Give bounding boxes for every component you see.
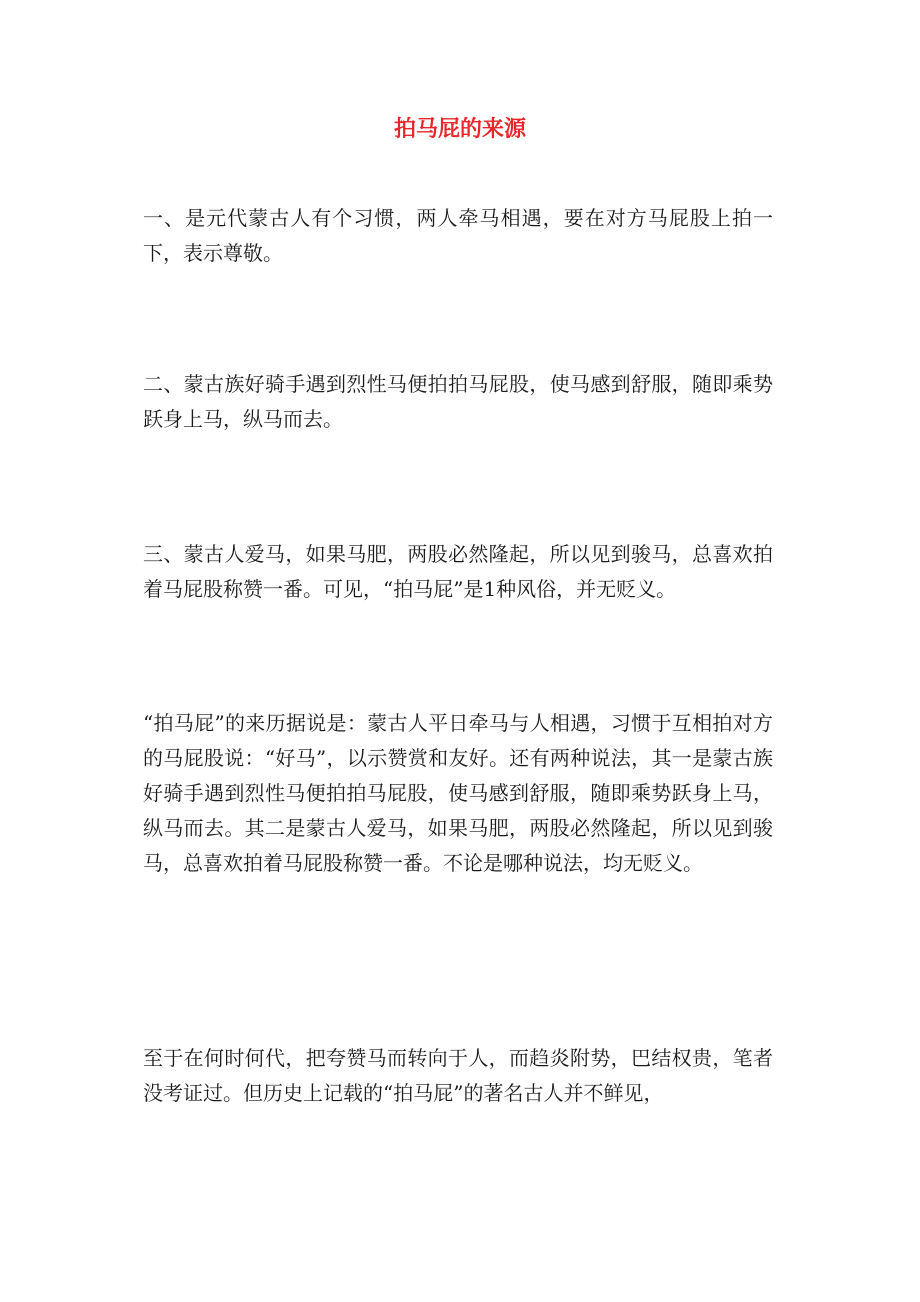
- paragraph-4: “拍马屁”的来历据说是：蒙古人平日牵马与人相遇，习惯于互相拍对方的马屁股说：“好马”，以示赞赏和友好。还有两种说法，其一是蒙古族好骑手遇到烈性马便拍拍马屁股，使马感到舒服，随即乘势跃身上马，纵马而去。其二是蒙古人爱马，如果马肥，两股必然隆起，所以见到骏马，总喜欢拍着马屁股称赞一番。不论是哪种说法，均无贬义。: [143, 711, 773, 875]
- paragraph-1: 一、是元代蒙古人有个习惯，两人牵马相遇，要在对方马屁股上拍一下，表示尊敬。: [143, 206, 773, 265]
- paragraph-3: 三、蒙古人爱马，如果马肥，两股必然隆起，所以见到骏马，总喜欢拍着马屁股称赞一番。可见，“拍马屁”是1种风俗，并无贬义。: [143, 542, 773, 601]
- document-title: 拍马屁的来源: [393, 116, 526, 142]
- paragraph-5: 至于在何时何代，把夸赞马而转向于人，而趋炎附势，巴结权贵，笔者没考证过。但历史上记载的“拍马屁”的著名古人并不鲜见，: [143, 1046, 773, 1105]
- paragraph-2: 二、蒙古族好骑手遇到烈性马便拍拍马屁股，使马感到舒服，随即乘势跃身上马，纵马而去。: [143, 372, 773, 431]
